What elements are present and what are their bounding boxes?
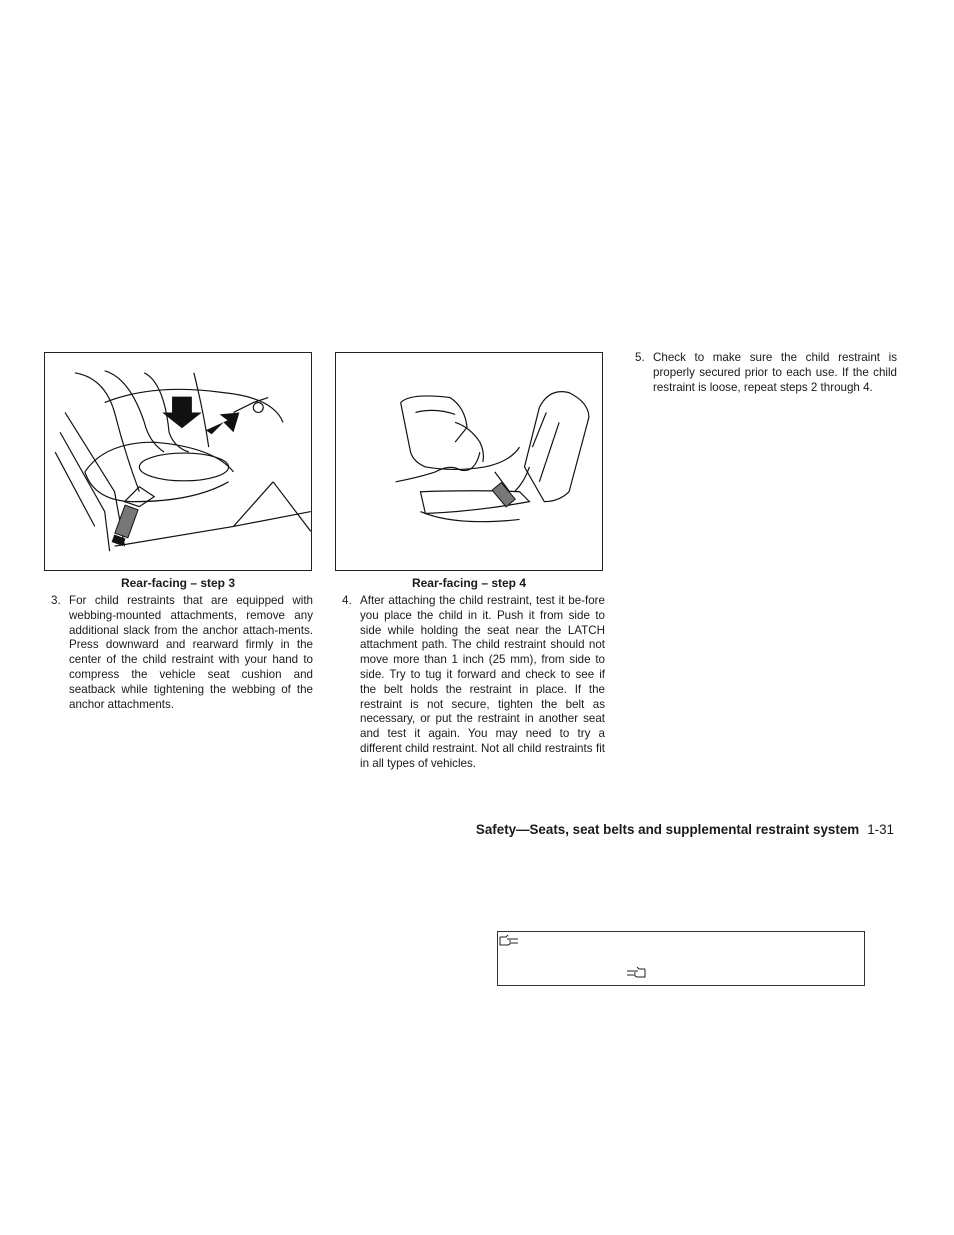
figure-rear-facing-step-3	[44, 352, 312, 571]
figure-caption: Rear-facing – step 4	[411, 576, 527, 590]
step-text: After attaching the child restraint, test it be-fore you place the child in it. Push it from side to side while holding the seat near the LATCH attachment path. The child restraint should not move more than 1 inch (25 mm), from side to side. Try to tug it forward and check to see if the belt holds the restraint in place. If the restraint is not secure, tighten the belt as necessary, or put the restraint in another seat and test it again. You may need to try a different child restraint. Not all child restraints fit in all types of vehicles.	[360, 594, 605, 770]
illustration-press-down-on-restraint	[45, 353, 311, 570]
step-number: 4.	[342, 594, 352, 607]
page-footer	[476, 822, 894, 837]
section-title: Safety—Seats, seat belts and supplemental restraint system	[475, 822, 860, 837]
step-5	[635, 351, 897, 395]
pointing-hand-right-icon[interactable]	[498, 933, 520, 947]
navigation-box	[497, 931, 865, 986]
step-4	[342, 594, 605, 772]
pointing-hand-left-icon[interactable]	[625, 965, 647, 979]
step-3	[51, 594, 313, 712]
figure-rear-facing-step-4	[335, 352, 603, 571]
step-text: Check to make sure the child restraint is properly secured prior to each use. If the child restraint is loose, repeat steps 2 through 4.	[653, 351, 897, 394]
figure-caption: Rear-facing – step 3	[120, 576, 236, 590]
step-number: 3.	[51, 594, 61, 607]
illustration-test-child-restraint	[336, 353, 602, 570]
page-number: 1-31	[867, 822, 894, 837]
step-number: 5.	[635, 351, 645, 364]
step-text: For child restraints that are equipped with webbing-mounted attachments, remove any additional slack from the anchor attach-ments. Press downward and rearward firmly in the center of the child restraint with your hand to compress the vehicle seat cushion and seatback while tightening the webbing of the anchor attachments.	[69, 594, 313, 711]
